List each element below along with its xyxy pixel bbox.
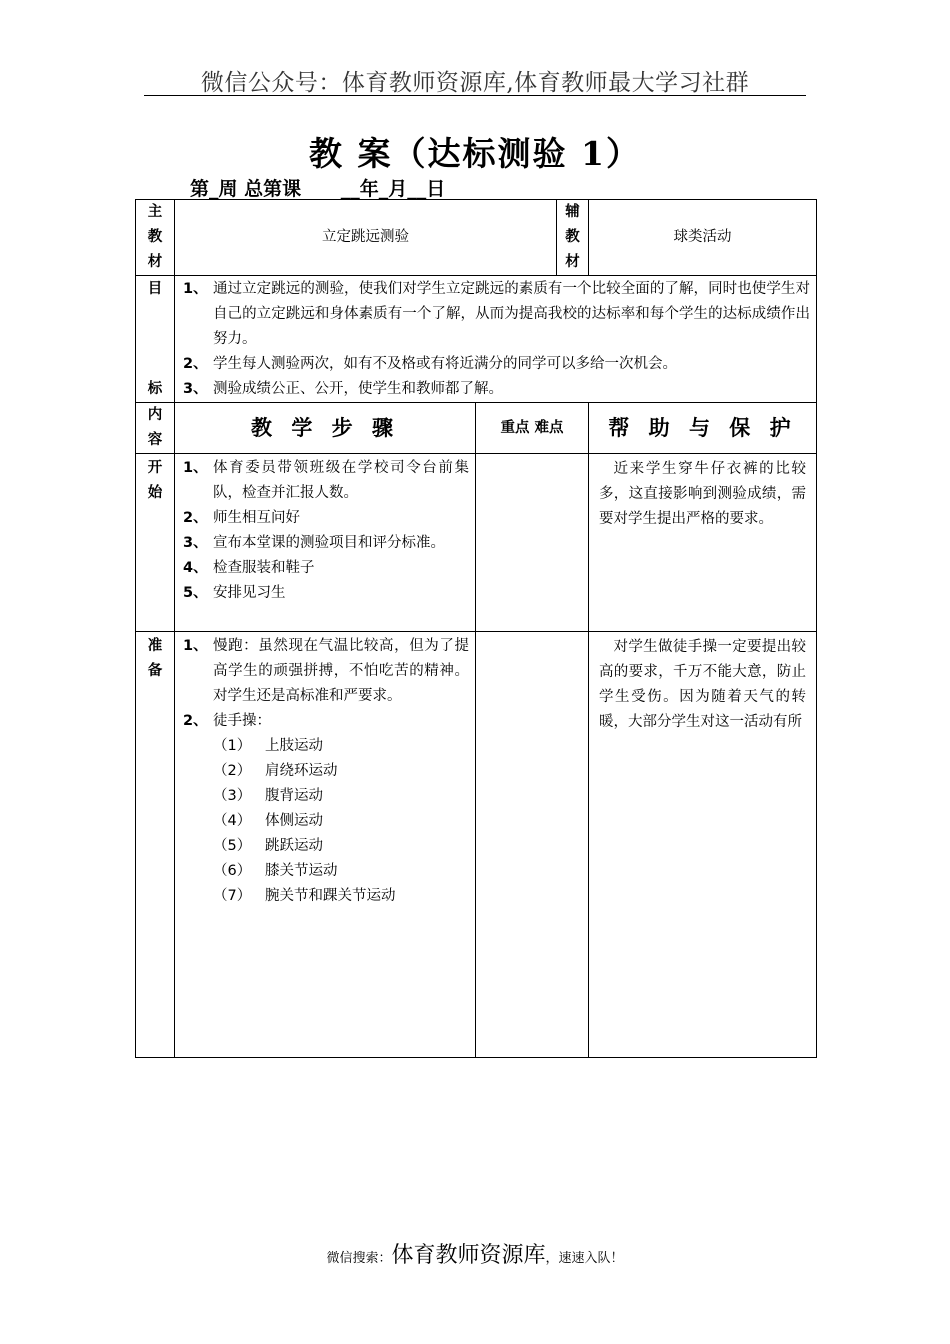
- prep-help: 对学生做徒手操一定要提出较高的要求，千万不能大意，防止学生受伤。因为随着天气的转暖，大部分学生对这一活动有所: [589, 632, 817, 1058]
- start-section-row: [136, 454, 817, 632]
- start-label: 开 始: [136, 454, 175, 632]
- exercise-item: （1） 上肢运动: [213, 738, 323, 754]
- objectives-label: 目 标: [136, 276, 175, 403]
- exercise-item: （2） 肩绕环运动: [213, 763, 338, 779]
- key-points-header: 重点 难点: [476, 403, 589, 454]
- aux-material-value: 球类活动: [589, 200, 817, 276]
- page-title: 教 案（达标测验 1）: [309, 134, 641, 173]
- objective-item: 1、 通过立定跳远的测验，使我们对学生立定跳远的素质有一个比较全面的了解，同时也使学生对自己的立定跳远和身体素质有一个了解，从而为提高我校的达标率和每个学生的达标成绩作出努力。: [183, 281, 810, 347]
- column-header-row: [136, 403, 817, 454]
- start-step-item: 3、 宣布本堂课的测验项目和评分标准。: [183, 535, 445, 551]
- start-steps: [175, 454, 476, 632]
- exercise-item: （3） 腹背运动: [213, 788, 323, 804]
- objectives-row: [136, 276, 817, 403]
- prep-step-item: 2、 徒手操：: [183, 713, 271, 729]
- footer-name: 体育教师资源库: [391, 1243, 546, 1268]
- main-material-label: 主 教 材: [136, 200, 175, 276]
- exercise-item: （4） 体侧运动: [213, 813, 323, 829]
- header-text: 微信公众号：体育教师资源库,体育教师最大学习社群: [200, 70, 750, 96]
- footer: [0, 1238, 950, 1269]
- prep-label: 准 备: [136, 632, 175, 1058]
- prep-section-row: [136, 632, 817, 1058]
- start-step-item: 2、 师生相互问好: [183, 510, 300, 526]
- lesson-plan-table: [135, 199, 817, 1058]
- exercise-item: （6） 膝关节运动: [213, 863, 338, 879]
- help-header: 帮 助 与 保 护: [589, 403, 817, 454]
- objectives-content: [175, 276, 817, 403]
- start-key-points: [476, 454, 589, 632]
- footer-suffix: ，速速入队！: [545, 1251, 624, 1266]
- start-step-item: 1、 体育委员带领班级在学校司令台前集队，检查并汇报人数。: [183, 460, 469, 501]
- main-material-value: 立定跳远测验: [175, 200, 557, 276]
- prep-step-item: 1、 慢跑：虽然现在气温比较高，但为了提高学生的顽强拼搏，不怕吃苦的精神。对学生还是高标准和严要求。: [183, 638, 469, 704]
- start-step-item: 5、 安排见习生: [183, 585, 286, 601]
- start-step-item: 4、 检查服装和鞋子: [183, 560, 315, 576]
- prep-key-points: [476, 632, 589, 1058]
- exercise-item: （7） 腕关节和踝关节运动: [213, 888, 396, 904]
- objective-item: 2、 学生每人测验两次，如有不及格或有将近满分的同学可以多给一次机会。: [183, 356, 677, 372]
- steps-header: 教 学 步 骤: [175, 403, 476, 454]
- content-label: 内 容: [136, 403, 175, 454]
- start-help: 近来学生穿牛仔衣裤的比较多，这直接影响到测验成绩，需要对学生提出严格的要求。: [589, 454, 817, 632]
- footer-prefix: 微信搜索：: [326, 1251, 392, 1266]
- date-line: 第_周 总第课 __年_月__日: [190, 178, 446, 200]
- objective-item: 3、 测验成绩公正、公开，使学生和教师都了解。: [183, 381, 503, 397]
- aux-material-label: 辅 教 材: [557, 200, 589, 276]
- header-rule: [144, 95, 806, 96]
- prep-steps: [175, 632, 476, 1058]
- exercise-item: （5） 跳跃运动: [213, 838, 323, 854]
- materials-row: [136, 200, 817, 276]
